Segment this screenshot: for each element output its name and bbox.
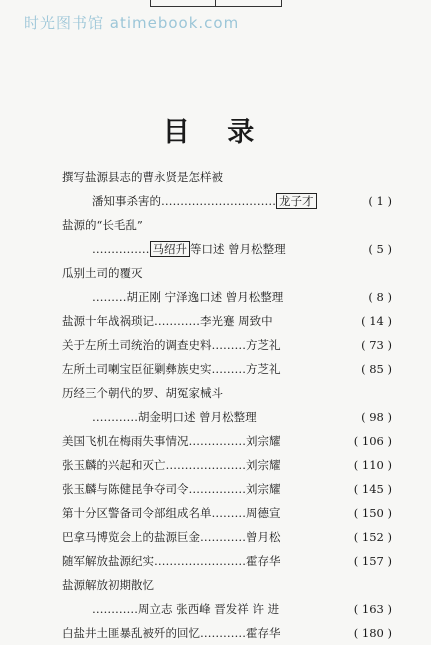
- table-of-contents: [62, 165, 392, 645]
- entry-page: ( 5 ): [368, 242, 392, 256]
- entry-title: ………胡正刚 宁泽逸口述 曾月松整理: [92, 290, 284, 304]
- entry-title: 白盐井土匪暴乱被歼的回忆…………霍存华: [62, 626, 281, 640]
- toc-entry[interactable]: [62, 597, 392, 621]
- entry-title: 盐源解放初期散忆: [62, 578, 154, 592]
- top-rule: [150, 0, 282, 7]
- entry-page: ( 152 ): [353, 530, 392, 544]
- toc-entry[interactable]: [62, 621, 392, 645]
- entry-title: 张玉麟与陈健昆争夺司令……………刘宗耀: [62, 482, 281, 496]
- toc-entry[interactable]: [62, 237, 392, 261]
- entry-title: 潘知事杀害的………………………… 龙子才: [92, 189, 317, 213]
- toc-entry[interactable]: [62, 525, 392, 549]
- entry-title: …………周立志 张西峰 晋发祥 许 进: [92, 602, 280, 616]
- watermark: 时光图书馆 atimebook.com: [24, 14, 240, 32]
- toc-entry[interactable]: [62, 189, 392, 213]
- entry-title: 随军解放盐源纪实……………………霍存华: [62, 554, 281, 568]
- page-title: 目 录: [162, 117, 269, 148]
- entry-title: 张玉麟的兴起和灭亡…………………刘宗耀: [62, 458, 281, 472]
- entry-page: ( 163 ): [353, 602, 392, 616]
- entry-page: ( 150 ): [353, 506, 392, 520]
- toc-entry[interactable]: [62, 381, 392, 405]
- entry-page: ( 14 ): [361, 314, 392, 328]
- entry-title: 历经三个朝代的罗、胡冤家械斗: [62, 386, 223, 400]
- entry-page: ( 98 ): [361, 410, 392, 424]
- entry-page: ( 110 ): [353, 458, 392, 472]
- entry-title: 撰写盐源县志的曹永贤是怎样被: [62, 170, 223, 184]
- toc-entry[interactable]: [62, 165, 392, 189]
- toc-entry[interactable]: [62, 405, 392, 429]
- toc-entry[interactable]: [62, 357, 392, 381]
- entry-page: ( 145 ): [353, 482, 392, 496]
- toc-entry[interactable]: [62, 453, 392, 477]
- entry-title: …………… 马绍升 等口述 曾月松整理: [92, 242, 286, 256]
- toc-entry[interactable]: [62, 501, 392, 525]
- entry-title: …………胡金明口述 曾月松整理: [92, 410, 257, 424]
- entry-title: 左所土司喇宝臣征剿彝族史实………方芝礼: [62, 362, 281, 376]
- entry-title: 盐源的“长毛乱”: [62, 218, 143, 232]
- entry-page: ( 73 ): [361, 338, 392, 352]
- toc-entry[interactable]: [62, 429, 392, 453]
- toc-entry[interactable]: [62, 285, 392, 309]
- entry-page: ( 1 ): [368, 194, 392, 208]
- entry-page: ( 180 ): [353, 626, 392, 640]
- entry-page: ( 106 ): [353, 434, 392, 448]
- entry-title: 关于左所土司统治的调查史料………方芝礼: [62, 338, 281, 352]
- entry-page: ( 85 ): [361, 362, 392, 376]
- entry-page: ( 8 ): [368, 290, 392, 304]
- entry-title: 巴拿马博览会上的盐源巨金…………曾月松: [62, 530, 281, 544]
- entry-title: 瓜别土司的覆灭: [62, 266, 143, 280]
- boxed-author: 龙子才: [276, 193, 317, 209]
- toc-entry[interactable]: [62, 309, 392, 333]
- entry-page: ( 157 ): [353, 554, 392, 568]
- toc-entry[interactable]: [62, 549, 392, 573]
- toc-entry[interactable]: [62, 333, 392, 357]
- toc-entry[interactable]: [62, 573, 392, 597]
- boxed-author: 马绍升: [150, 241, 191, 257]
- toc-entry[interactable]: [62, 477, 392, 501]
- entry-title: 第十分区警备司令部组成名单………周德宣: [62, 506, 281, 520]
- entry-title: 盐源十年战祸琐记…………李光蹇 周致中: [62, 314, 273, 328]
- entry-title: 美国飞机在梅雨失事情况……………刘宗耀: [62, 434, 281, 448]
- toc-entry[interactable]: [62, 261, 392, 285]
- toc-entry[interactable]: [62, 213, 392, 237]
